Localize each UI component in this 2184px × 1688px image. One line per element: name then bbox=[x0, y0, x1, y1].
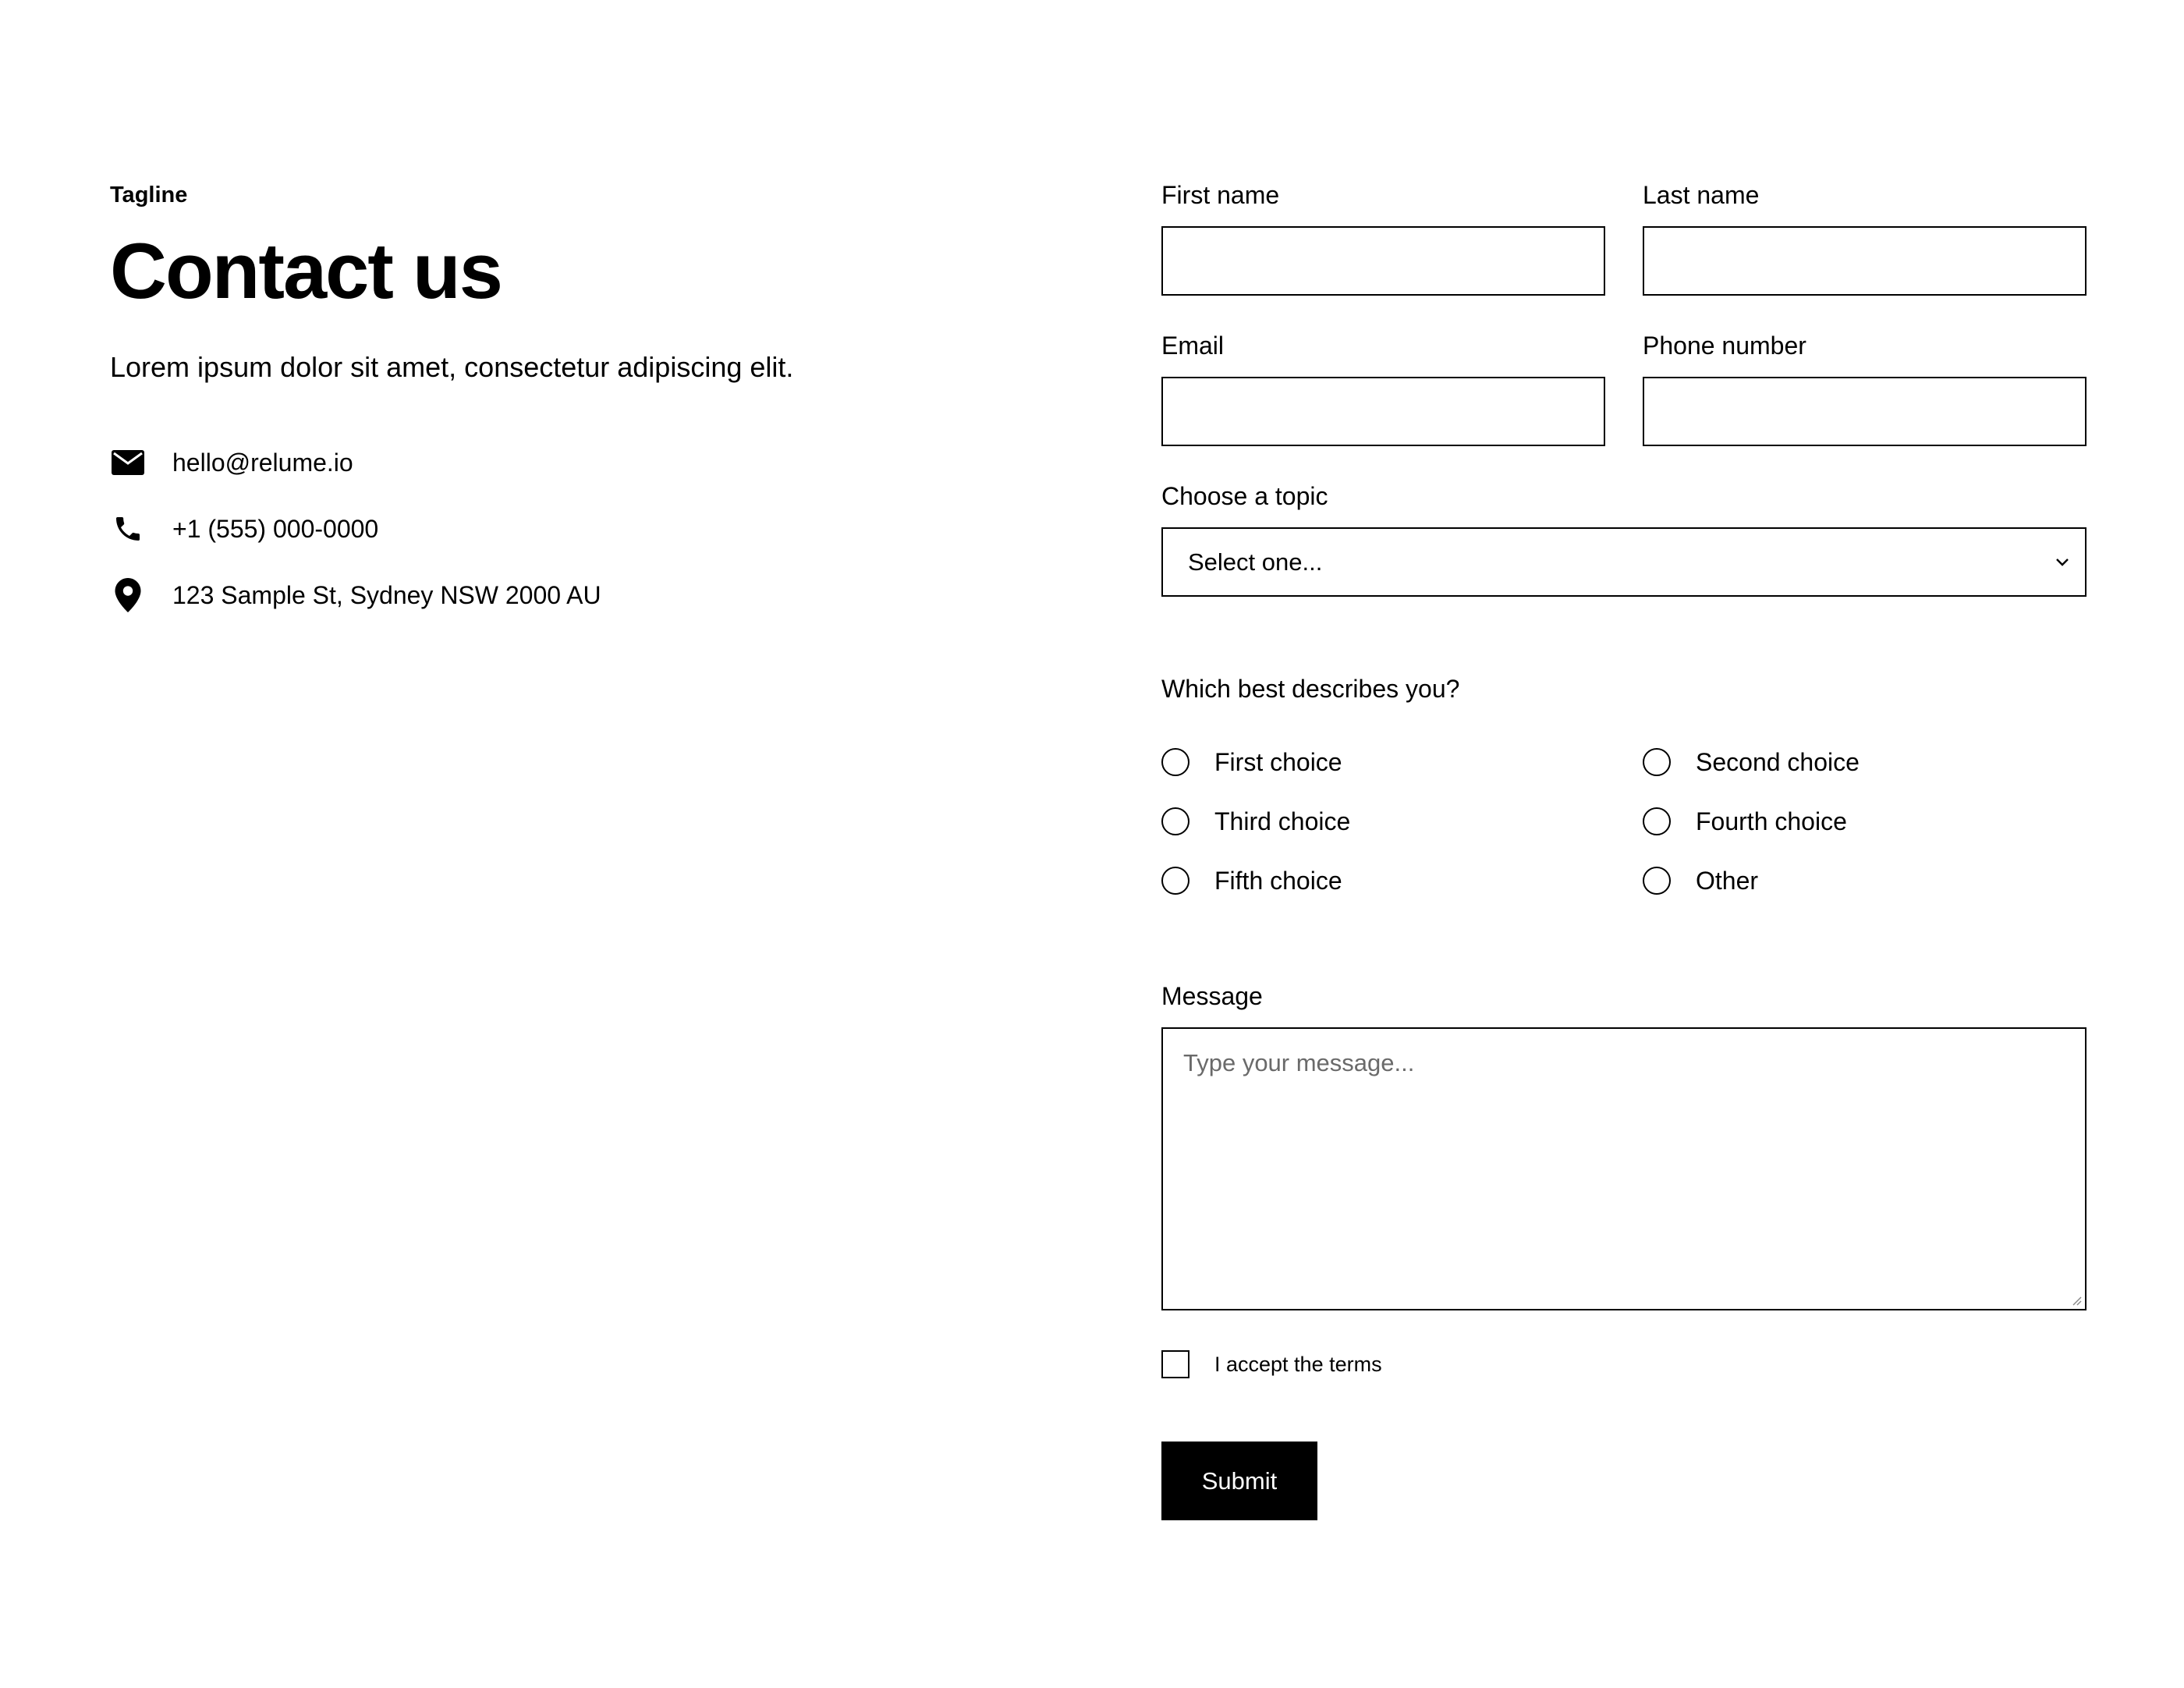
first-name-input[interactable] bbox=[1161, 226, 1605, 296]
contact-info-section bbox=[110, 176, 1030, 639]
radio-button[interactable] bbox=[1161, 748, 1190, 776]
radio-label: Fourth choice bbox=[1696, 807, 1847, 835]
radio-other[interactable] bbox=[1643, 851, 2086, 910]
last-name-label: Last name bbox=[1643, 181, 1760, 209]
chevron-down-icon bbox=[2052, 552, 2072, 573]
radio-fifth-choice[interactable] bbox=[1161, 851, 1643, 910]
radio-label: Second choice bbox=[1696, 747, 1860, 776]
last-name-input[interactable] bbox=[1643, 226, 2086, 296]
terms-label[interactable]: I accept the terms bbox=[1214, 1352, 1382, 1376]
radio-group-title: Which best describes you? bbox=[1161, 675, 1460, 703]
radio-button[interactable] bbox=[1161, 867, 1190, 895]
radio-group bbox=[1161, 732, 2086, 910]
submit-button[interactable]: Submit bbox=[1161, 1442, 1317, 1520]
tagline: Tagline bbox=[110, 183, 188, 207]
radio-button[interactable] bbox=[1643, 748, 1671, 776]
contact-phone-text[interactable]: +1 (555) 000-0000 bbox=[172, 515, 379, 543]
contact-email-text[interactable]: hello@relume.io bbox=[172, 449, 353, 477]
first-name-label: First name bbox=[1161, 181, 1280, 209]
email-input[interactable] bbox=[1161, 377, 1605, 446]
radio-first-choice[interactable] bbox=[1161, 732, 1643, 792]
contact-form bbox=[1161, 176, 2086, 1520]
message-placeholder: Type your message... bbox=[1183, 1049, 1415, 1076]
mail-icon bbox=[110, 445, 146, 481]
contact-address-text: 123 Sample St, Sydney NSW 2000 AU bbox=[172, 581, 601, 609]
terms-checkbox[interactable] bbox=[1161, 1350, 1190, 1378]
phone-input[interactable] bbox=[1643, 377, 2086, 446]
contact-phone bbox=[110, 506, 1030, 551]
radio-fourth-choice[interactable] bbox=[1643, 792, 2086, 851]
resize-handle-icon[interactable] bbox=[2071, 1295, 2082, 1306]
description: Lorem ipsum dolor sit amet, consectetur adipiscing elit. bbox=[110, 351, 794, 383]
radio-button[interactable] bbox=[1643, 867, 1671, 895]
topic-select[interactable] bbox=[1161, 527, 2086, 597]
radio-label: Third choice bbox=[1214, 807, 1351, 835]
contact-address bbox=[110, 573, 1030, 618]
contact-email bbox=[110, 440, 1030, 485]
radio-button[interactable] bbox=[1161, 807, 1190, 835]
terms-row bbox=[1161, 1350, 2086, 1378]
email-label: Email bbox=[1161, 332, 1225, 360]
radio-second-choice[interactable] bbox=[1643, 732, 2086, 792]
phone-icon bbox=[110, 511, 146, 547]
message-label: Message bbox=[1161, 982, 1263, 1010]
message-textarea[interactable] bbox=[1161, 1027, 2086, 1310]
contact-list bbox=[110, 440, 1030, 618]
radio-label: Other bbox=[1696, 866, 1759, 895]
radio-label: Fifth choice bbox=[1214, 866, 1342, 895]
topic-label: Choose a topic bbox=[1161, 482, 1328, 510]
radio-third-choice[interactable] bbox=[1161, 792, 1643, 851]
radio-button[interactable] bbox=[1643, 807, 1671, 835]
radio-label: First choice bbox=[1214, 747, 1342, 776]
map-pin-icon bbox=[110, 577, 146, 613]
topic-select-value: Select one... bbox=[1188, 548, 1323, 576]
page-title: Contact us bbox=[110, 228, 502, 315]
phone-label: Phone number bbox=[1643, 332, 1806, 360]
